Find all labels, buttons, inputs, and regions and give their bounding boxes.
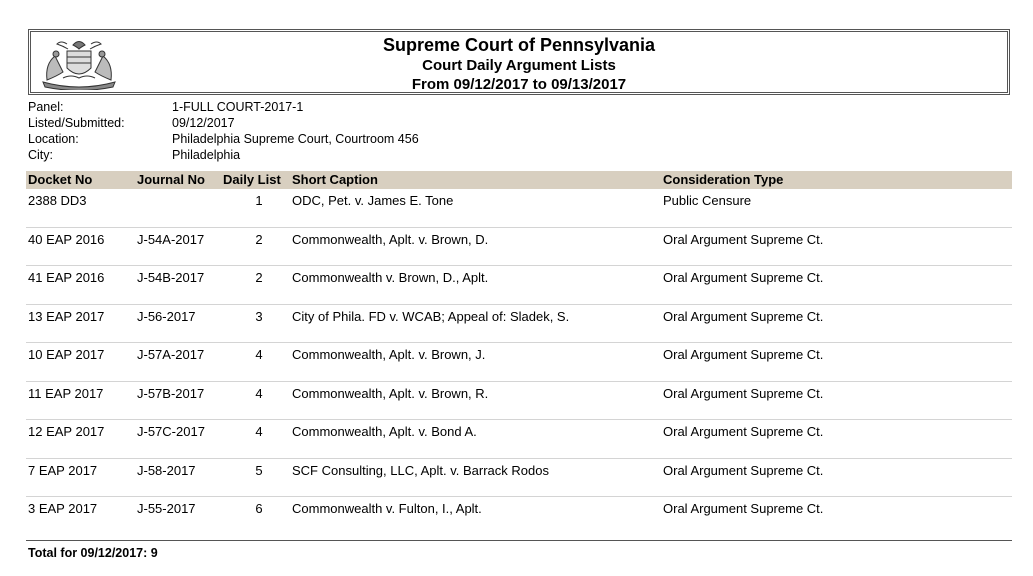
- consideration-type: Oral Argument Supreme Ct.: [663, 424, 824, 439]
- docket-no: 40 EAP 2016: [28, 231, 105, 247]
- location-label: Location:: [28, 132, 79, 146]
- daily-list: 2: [255, 270, 263, 285]
- report-header: [28, 29, 1010, 95]
- docket-no: 11 EAP 2017: [28, 385, 104, 401]
- short-caption: ODC, Pet. v. James E. Tone: [292, 193, 454, 208]
- date-range: From 09/12/2017 to 09/13/2017: [411, 76, 627, 93]
- table-row: [26, 228, 1012, 267]
- consideration-type: Public Censure: [663, 193, 752, 208]
- meta-row-panel: [28, 99, 419, 115]
- daily-list: 4: [255, 347, 263, 362]
- journal-no: J-54B-2017: [137, 270, 205, 285]
- table-row: [26, 382, 1012, 421]
- short-caption: Commonwealth v. Brown, D., Aplt.: [292, 270, 489, 285]
- listed-value: 09/12/2017: [172, 116, 235, 130]
- journal-no: J-56-2017: [137, 308, 196, 324]
- short-caption: Commonwealth, Aplt. v. Brown, R.: [292, 385, 489, 401]
- consideration-type: Oral Argument Supreme Ct.: [663, 231, 824, 247]
- daily-list: 2: [255, 231, 263, 247]
- docket-no: 10 EAP 2017: [28, 347, 105, 362]
- short-caption: Commonwealth, Aplt. v. Brown, D.: [292, 231, 489, 247]
- short-caption: Commonwealth, Aplt. v. Brown, J.: [292, 347, 486, 362]
- table-row: [26, 305, 1012, 344]
- argument-list: [26, 189, 1012, 536]
- table-row: [26, 497, 1012, 536]
- docket-no: 41 EAP 2016: [28, 270, 105, 285]
- docket-no: 3 EAP 2017: [28, 501, 98, 516]
- short-caption: Commonwealth v. Fulton, I., Aplt.: [292, 501, 482, 516]
- daily-list: 3: [255, 308, 263, 324]
- column-docket: Docket No: [28, 172, 93, 187]
- total-divider: [26, 540, 1012, 541]
- court-title: Supreme Court of Pennsylvania: [382, 35, 656, 55]
- journal-no: J-54A-2017: [137, 231, 205, 247]
- table-row: [26, 266, 1012, 305]
- listed-label: Listed/Submitted:: [28, 116, 125, 130]
- consideration-type: Oral Argument Supreme Ct.: [663, 347, 824, 362]
- city-label: City:: [28, 148, 53, 162]
- consideration-type: Oral Argument Supreme Ct.: [663, 385, 824, 401]
- short-caption: Commonwealth, Aplt. v. Bond A.: [292, 424, 477, 439]
- city-value: Philadelphia: [172, 148, 241, 162]
- location-value: Philadelphia Supreme Court, Courtroom 456: [172, 132, 419, 146]
- meta-row-location: [28, 131, 419, 147]
- daily-list: 6: [255, 501, 263, 516]
- meta-row-listed: [28, 115, 419, 131]
- consideration-type: Oral Argument Supreme Ct.: [663, 308, 824, 324]
- docket-no: 2388 DD3: [28, 193, 87, 208]
- daily-list: 1: [255, 193, 263, 208]
- panel-info: [28, 99, 419, 163]
- journal-no: J-58-2017: [137, 462, 196, 478]
- docket-no: 13 EAP 2017: [28, 308, 105, 324]
- table-row: [26, 189, 1012, 228]
- column-journal: Journal No: [137, 172, 205, 187]
- journal-no: J-57B-2017: [137, 385, 205, 401]
- short-caption: SCF Consulting, LLC, Aplt. v. Barrack Rodos: [292, 462, 549, 478]
- meta-row-city: [28, 147, 419, 163]
- table-row: [26, 459, 1012, 498]
- column-consideration-type: Consideration Type: [663, 172, 784, 187]
- journal-no: J-57A-2017: [137, 347, 205, 362]
- panel-label: Panel:: [28, 100, 64, 114]
- short-caption: City of Phila. FD v. WCAB; Appeal of: Sladek, S.: [292, 308, 570, 324]
- daily-list: 4: [255, 385, 263, 401]
- table-row: [26, 420, 1012, 459]
- column-daily-list: Daily List: [223, 172, 281, 187]
- docket-no: 7 EAP 2017: [28, 462, 98, 478]
- table-row: [26, 343, 1012, 382]
- consideration-type: Oral Argument Supreme Ct.: [663, 462, 824, 478]
- journal-no: J-57C-2017: [137, 424, 205, 439]
- daily-list: 5: [255, 462, 263, 478]
- list-title: Court Daily Argument Lists: [422, 57, 616, 74]
- panel-value: 1-FULL COURT-2017-1: [172, 100, 304, 114]
- column-caption: Short Caption: [292, 172, 378, 187]
- journal-no: J-55-2017: [137, 501, 196, 516]
- docket-no: 12 EAP 2017: [28, 424, 105, 439]
- table-header: [26, 171, 1012, 189]
- daily-total: Total for 09/12/2017: 9: [28, 546, 158, 560]
- consideration-type: Oral Argument Supreme Ct.: [663, 501, 824, 516]
- consideration-type: Oral Argument Supreme Ct.: [663, 270, 824, 285]
- daily-list: 4: [255, 424, 263, 439]
